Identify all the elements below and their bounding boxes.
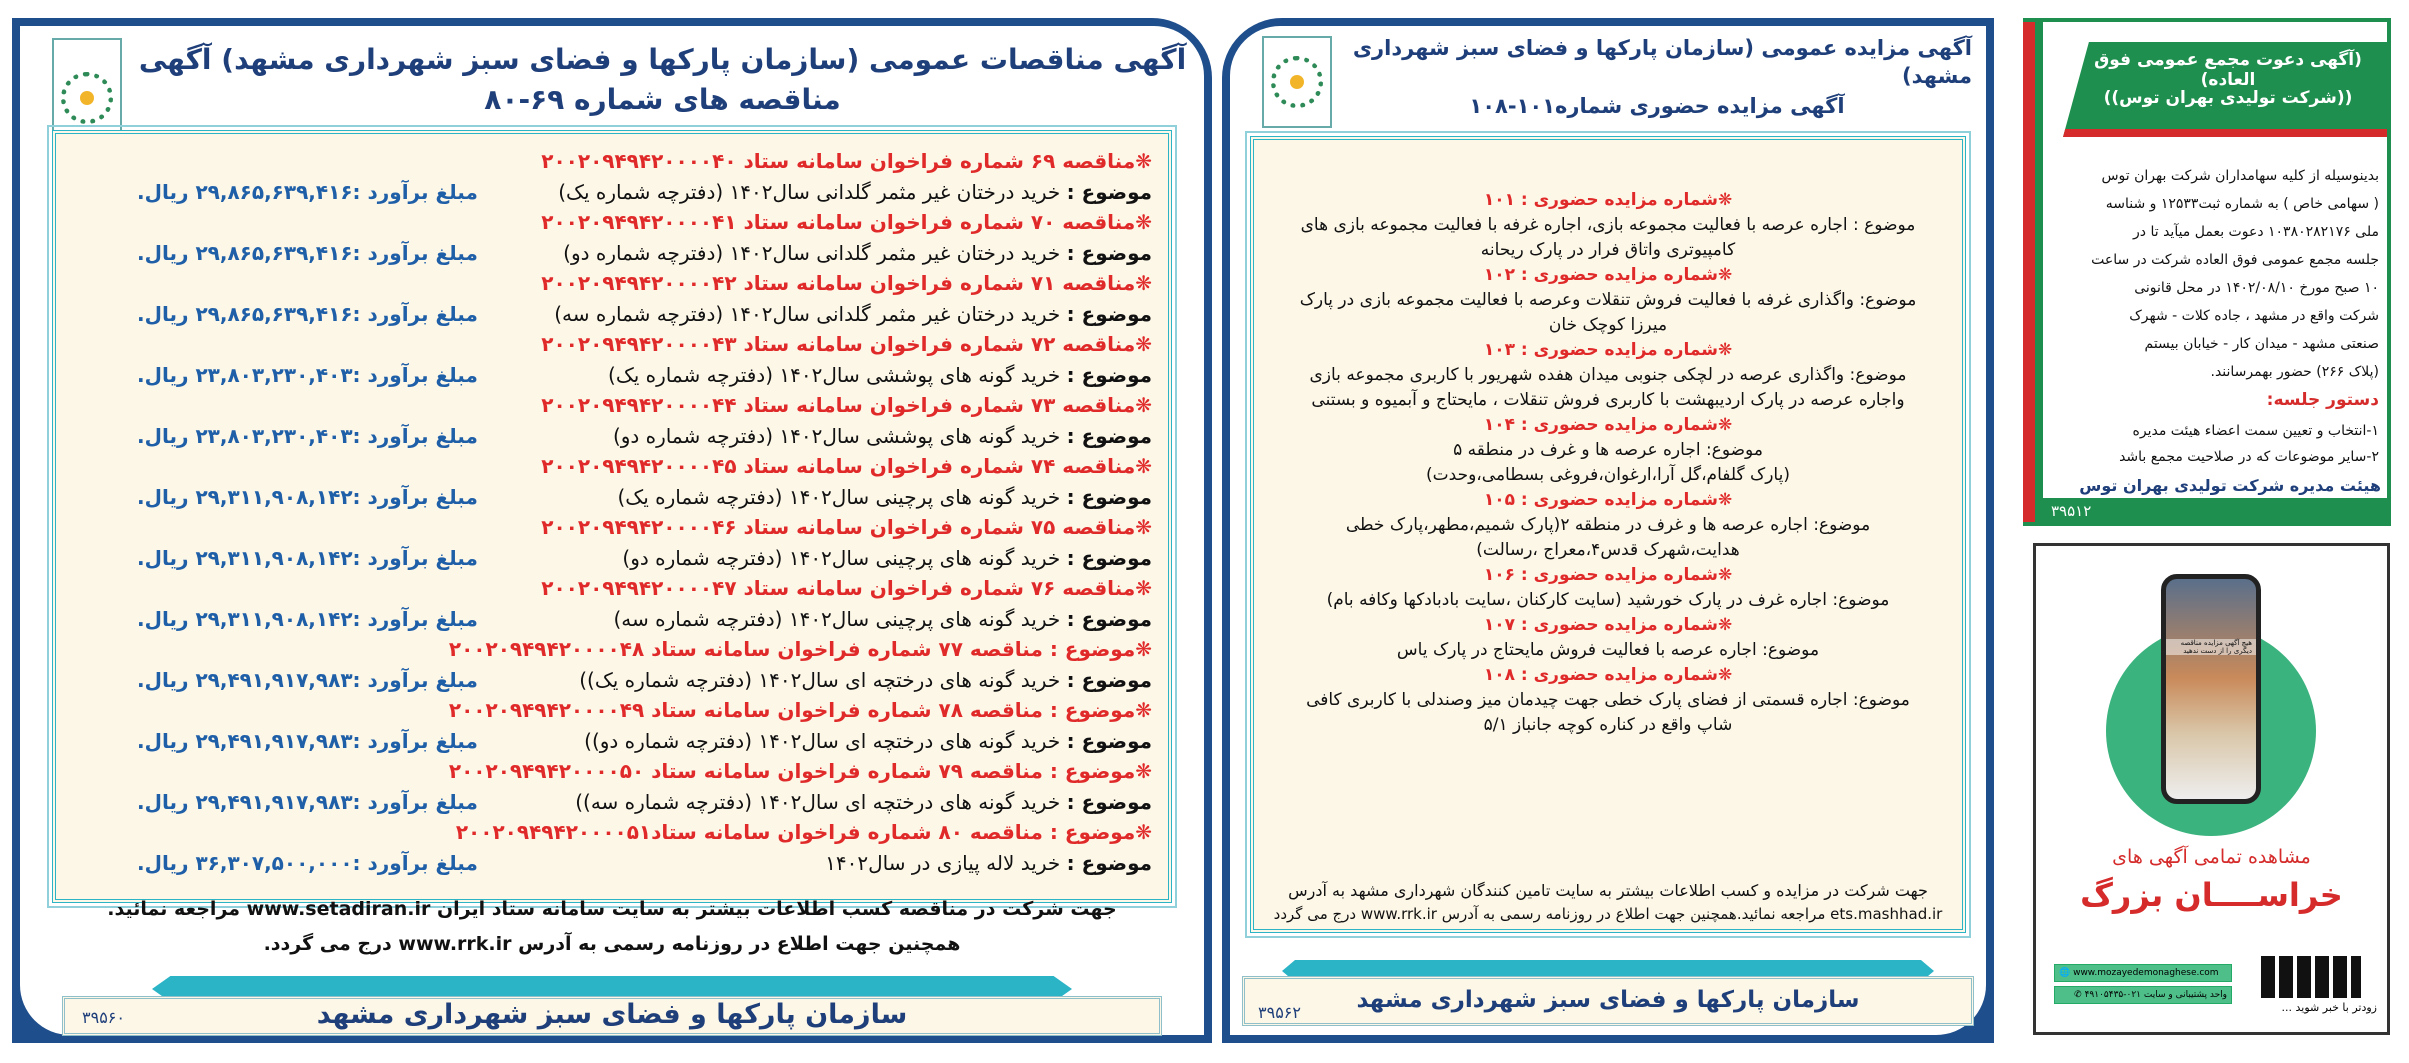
phone-label: واحد پشتیبانی و سایت [2143, 990, 2227, 1000]
auction-header: ❋شماره مزایده حضوری : ۱۰۳ [1483, 340, 1733, 360]
tender-subject-row [137, 299, 1152, 330]
tender-subject [575, 787, 1152, 818]
tender-subject-row [137, 604, 1152, 635]
assembly-body-line: شرکت واقع در مشهد ، جاده کلات - شهرک [2129, 308, 2379, 324]
tender-header: ❋مناقصه ۷۳ شماره فراخوان سامانه ستاد ۲۰۰۲۰۹۴۹۴۲۰۰۰۰۴۴ [541, 393, 1152, 417]
tender-subject-row [137, 726, 1152, 757]
tender-header: ❋موضوع : مناقصه ۷۹ شماره فراخوان سامانه ستاد ۲۰۰۲۰۹۴۹۴۲۰۰۰۰۵۰ [448, 759, 1152, 783]
tender-amount: مبلغ برآورد :۲۹,۸۶۵,۶۳۹,۴۱۶ ریال. [137, 240, 478, 265]
tender-subject-text: خرید گونه های پرچینی سال۱۴۰۲ (دفترچه شماره یک) [617, 484, 1061, 509]
tender-amount: مبلغ برآورد :۲۹,۸۶۵,۶۳۹,۴۱۶ ریال. [137, 179, 478, 204]
auction-line: واجاره عرصه در پارک اردیبهشت با کاربری فروش تنقلات ، مایحتاج و آبمیوه و بستنی [1311, 390, 1905, 410]
municipality-logo [1262, 36, 1332, 128]
assembly-body-line: ۱۰ صبح مورخ ۱۴۰۲/۰۸/۱۰ در محل قانونی [2134, 280, 2379, 296]
assembly-body-line: صنعتی مشهد - میدان کار - خیابان بیستم [2144, 336, 2379, 352]
auction-line: موضوع: اجاره غرف در پارک خورشید (سایت کارکنان ،سایت بادبادکها وکافه بام) [1326, 590, 1890, 610]
logo-flower-icon [1271, 56, 1323, 108]
auction-line: موضوع: اجاره عرصه ها و غرف در منطقه ۵ [1453, 440, 1763, 460]
tender-header: ❋مناقصه ۷۰ شماره فراخوان سامانه ستاد ۲۰۰۲۰۹۴۹۴۲۰۰۰۰۴۱ [541, 210, 1152, 234]
tender-header: ❋مناقصه ۷۶ شماره فراخوان سامانه ستاد ۲۰۰۲۰۹۴۹۴۲۰۰۰۰۴۷ [541, 576, 1152, 600]
website-bar[interactable] [2054, 964, 2232, 982]
auction-note-2: ets.mashhad.ir مراجعه نمائید.همچنین جهت اطلاع در روزنامه رسمی به آدرس www.rrk.ir درج می گردد [1273, 905, 1943, 923]
tender-subject-text: خرید گونه های درختچه ای سال۱۴۰۲ (دفترچه شماره دو)) [584, 728, 1061, 753]
tender-amount: مبلغ برآورد :۲۹,۴۹۱,۹۱۷,۹۸۳ ریال. [137, 667, 478, 692]
subject-label: موضوع : [1066, 240, 1152, 265]
tender-subject-text: خرید درختان غیر مثمر گلدانی سال۱۴۰۲ (دفترچه شماره سه) [554, 301, 1061, 326]
auction-ad-code: ۳۹۵۶۲ [1258, 1003, 1301, 1022]
globe-icon: 🌐 [2059, 968, 2074, 978]
tender-subject [613, 421, 1152, 452]
promo-line-1: مشاهده تمامی آگهی های [2112, 846, 2311, 868]
auction-header: ❋شماره مزایده حضوری : ۱۰۵ [1483, 490, 1733, 510]
auction-header: ❋شماره مزایده حضوری : ۱۰۶ [1483, 565, 1733, 585]
promo-ad[interactable] [2033, 543, 2390, 1035]
auction-subtitle: آگهی مزایده حضوری شماره۱۰۱-۱۰۸ [1469, 94, 1845, 118]
assembly-green-bar [2035, 22, 2043, 522]
subject-label: موضوع : [1066, 301, 1152, 326]
tender-subject [613, 604, 1152, 635]
agenda-item: ۱-انتخاب و تعیین سمت اعضاء هیئت مدیره [2132, 423, 2379, 439]
assembly-ad [2023, 18, 2391, 526]
promo-line-2: خراســــان بزرگ [2080, 876, 2343, 914]
auction-line: (پارک گلفام،گل آرا،ارغوان،فروغی بسطامی،وحدت) [1426, 465, 1790, 485]
assembly-body-line: ملی ۱۰۳۸۰۲۸۲۱۷۶ دعوت بعمل میآید تا در [2133, 224, 2379, 240]
auction-note-1: جهت شرکت در مزایده و کسب اطلاعات بیشتر به سایت تامین کنندگان شهرداری مشهد به آدرس [1288, 881, 1928, 900]
tender-subject [584, 726, 1152, 757]
tenders-note-2: همچنین جهت اطلاع در روزنامه رسمی به آدرس www.rrk.ir درج می گردد. [263, 933, 961, 955]
tender-subject [563, 238, 1152, 269]
tender-header: ❋موضوع : مناقصه ۷۷ شماره فراخوان سامانه ستاد ۲۰۰۲۰۹۴۹۴۲۰۰۰۰۴۸ [448, 637, 1152, 661]
tender-amount: مبلغ برآورد :۲۹,۳۱۱,۹۰۸,۱۴۲ ریال. [137, 606, 478, 631]
phone-number[interactable]: ۰۲۱-۴۹۱۰۵۴۳۵ [2084, 990, 2141, 1000]
phone-icon: ✆ [2074, 990, 2082, 1000]
assembly-body-line: ( سهامی خاص ) به شماره ثبت۱۲۵۳۳ و شناسه [2105, 196, 2379, 212]
tenders-ad-code: ۳۹۵۶۰ [82, 1008, 125, 1027]
assembly-agenda-label: دستور جلسه: [2266, 390, 2379, 410]
assembly-body-line: جلسه مجمع عمومی فوق العاده شرکت در ساعت [2091, 252, 2379, 268]
assembly-body-line: (پلاک ۲۶۶) حضور بهمرسانند. [2210, 364, 2379, 380]
assembly-body [2049, 162, 2379, 386]
auction-footer [1242, 976, 1974, 1026]
auction-line: موضوع: اجاره عرصه ها و غرف در منطقه ۲(پارک شمیم،مطهر،پارک خطی [1345, 515, 1871, 535]
auction-list [1262, 188, 1954, 738]
auction-footer-org: سازمان پارکها و فضای سبز شهرداری مشهد [1356, 987, 1860, 1013]
assembly-title-1: (آگهی دعوت مجمع عمومی فوق العاده) [2094, 50, 2362, 90]
tender-subject-text: خرید گونه های پرچینی سال۱۴۰۲ (دفترچه شماره دو) [622, 545, 1061, 570]
tender-subject-text: خرید درختان غیر مثمر گلدانی سال۱۴۰۲ (دفترچه شماره یک) [558, 179, 1061, 204]
subject-label: موضوع : [1066, 667, 1152, 692]
subject-label: موضوع : [1066, 789, 1152, 814]
auction-line: موضوع: اجاره عرصه با فعالیت فروش مایحتاج در پارک یاس [1396, 640, 1820, 660]
auction-header: ❋شماره مزایده حضوری : ۱۰۱ [1483, 190, 1733, 210]
assembly-body-line: بدینوسیله از کلیه سهامداران شرکت بهران توس [2101, 168, 2379, 184]
auction-line: موضوع: اجاره قسمتی از فضای پارک خطی جهت چیدمان میز وصندلی با کاربری کافی [1306, 690, 1910, 710]
phone-illustration [2161, 574, 2261, 804]
subject-label: موضوع : [1066, 179, 1152, 204]
phone-bar[interactable] [2054, 986, 2232, 1004]
auction-line: موضوع: واگذاری عرصه در لچکی جنوبی میدان هفده شهریور با کاربری مجموعه بازی [1309, 365, 1907, 385]
tender-amount: مبلغ برآورد :۲۹,۴۹۱,۹۱۷,۹۸۳ ریال. [137, 728, 478, 753]
subject-label: موضوع : [1066, 423, 1152, 448]
tender-header: ❋مناقصه ۷۵ شماره فراخوان سامانه ستاد ۲۰۰۲۰۹۴۹۴۲۰۰۰۰۴۶ [541, 515, 1152, 539]
tender-subject-row [137, 848, 1152, 879]
assembly-agenda [2049, 418, 2379, 470]
tender-subject [622, 543, 1152, 574]
tender-amount: مبلغ برآورد :۲۹,۴۹۱,۹۱۷,۹۸۳ ریال. [137, 789, 478, 814]
tender-subject-text: خرید لاله پیازی در سال۱۴۰۲ [825, 850, 1061, 875]
tender-amount: مبلغ برآورد :۲۳,۸۰۳,۲۳۰,۴۰۳ ریال. [137, 423, 478, 448]
tender-header: ❋مناقصه ۷۴ شماره فراخوان سامانه ستاد ۲۰۰۲۰۹۴۹۴۲۰۰۰۰۴۵ [541, 454, 1152, 478]
tender-subject-row [137, 177, 1152, 208]
tenders-title: آگهی مناقصات عمومی (سازمان پارکها و فضای سبز شهرداری مشهد) آگهی مناقصه های شماره ۶۹-۸۰ [138, 43, 1187, 116]
subject-label: موضوع : [1066, 606, 1152, 631]
tender-subject [558, 177, 1152, 208]
auction-line: کامپیوتری واتاق فرار در پارک ریحانه [1480, 240, 1736, 260]
auction-line: میرزا کوچک خان [1548, 315, 1668, 335]
tender-header: ❋مناقصه ۶۹ شماره فراخوان سامانه ستاد ۲۰۰۲۰۹۴۹۴۲۰۰۰۰۴۰ [541, 149, 1152, 173]
brand-tagline: زودتر با خبر شوید ... [2281, 1001, 2377, 1014]
tender-amount: مبلغ برآورد :۲۳,۸۰۳,۲۳۰,۴۰۳ ریال. [137, 362, 478, 387]
assembly-bottom-band [2043, 498, 2387, 522]
tender-subject-row [137, 787, 1152, 818]
subject-label: موضوع : [1066, 484, 1152, 509]
tender-amount: مبلغ برآورد :۲۹,۳۱۱,۹۰۸,۱۴۲ ریال. [137, 484, 478, 509]
tender-subject-text: خرید گونه های پرچینی سال۱۴۰۲ (دفترچه شماره سه) [613, 606, 1061, 631]
tender-header: ❋موضوع : مناقصه ۷۸ شماره فراخوان سامانه ستاد ۲۰۰۲۰۹۴۹۴۲۰۰۰۰۴۹ [448, 698, 1152, 722]
tender-subject-row [137, 360, 1152, 391]
tender-subject-row [137, 482, 1152, 513]
tender-subject-text: خرید گونه های درختچه ای سال۱۴۰۲ (دفترچه شماره یک)) [579, 667, 1061, 692]
tender-amount: مبلغ برآورد :۳۶,۳۰۷,۵۰۰,۰۰۰ ریال. [137, 850, 478, 875]
tender-amount: مبلغ برآورد :۲۹,۳۱۱,۹۰۸,۱۴۲ ریال. [137, 545, 478, 570]
tender-subject [825, 848, 1152, 879]
auction-header: ❋شماره مزایده حضوری : ۱۰۲ [1483, 265, 1733, 285]
auction-title: آگهی مزایده عمومی (سازمان پارکها و فضای سبز شهرداری مشهد) [1352, 36, 1972, 88]
auction-line: هدایت،شهرک قدس۴،معراج ،رسالت) [1476, 540, 1740, 560]
assembly-ad-code: ۳۹۵۱۲ [2051, 502, 2092, 520]
tender-subject [579, 665, 1152, 696]
tender-header: ❋مناقصه ۷۲ شماره فراخوان سامانه ستاد ۲۰۰۲۰۹۴۹۴۲۰۰۰۰۴۳ [541, 332, 1152, 356]
agenda-item: ۲-سایر موضوعات که در صلاحیت مجمع باشد [2119, 449, 2379, 465]
tender-subject-text: خرید گونه های پوششی سال۱۴۰۲ (دفترچه شماره دو) [612, 423, 1061, 448]
website-link[interactable]: www.mozayedemonaghese.com [2073, 968, 2219, 978]
brand-logo [2261, 956, 2361, 998]
tender-subject-row [137, 543, 1152, 574]
tender-subject-text: خرید درختان غیر مثمر گلدانی سال۱۴۰۲ (دفترچه شماره دو) [563, 240, 1061, 265]
tender-subject-text: خرید گونه های پوششی سال۱۴۰۲ (دفترچه شماره یک) [608, 362, 1061, 387]
auction-header: ❋شماره مزایده حضوری : ۱۰۴ [1483, 415, 1733, 435]
subject-label: موضوع : [1066, 728, 1152, 753]
tenders-footer-org: سازمان پارکها و فضای سبز شهرداری مشهد [316, 999, 908, 1030]
phone-screen-text: هیچ آگهی مزایده مناقصه دیگری را از دست ندهید [2166, 639, 2256, 655]
tender-subject [554, 299, 1152, 330]
auction-line: شاپ واقع در کناره کوچه جانباز ۵/۱ [1483, 715, 1733, 735]
tender-subject-row [137, 238, 1152, 269]
tender-subject-row [137, 665, 1152, 696]
tender-amount: مبلغ برآورد :۲۹,۸۶۵,۶۳۹,۴۱۶ ریال. [137, 301, 478, 326]
tender-subject-text: خرید گونه های درختچه ای سال۱۴۰۲ (دفترچه شماره سه)) [575, 789, 1061, 814]
auction-header: ❋شماره مزایده حضوری : ۱۰۸ [1483, 665, 1733, 685]
logo-flower-icon [61, 72, 113, 124]
tender-list [137, 146, 1152, 878]
tender-subject-row [137, 421, 1152, 452]
tenders-note-1: جهت شرکت در مناقصه کسب اطلاعات بیشتر به سایت سامانه ستاد ایران www.setadiran.ir مراجعه نمائید. [107, 898, 1117, 920]
assembly-red-bar [2023, 22, 2035, 522]
tender-header: ❋موضوع : مناقصه ۸۰ شماره فراخوان سامانه ستاد۲۰۰۲۰۹۴۹۴۲۰۰۰۰۵۱ [455, 820, 1152, 844]
auction-line: موضوع: واگذاری غرفه با فعالیت فروش تنقلات وعرصه با فعالیت مجموعه بازی در پارک [1299, 290, 1917, 310]
tender-subject [608, 360, 1152, 391]
tenders-ad [12, 18, 1212, 1043]
tender-header: ❋مناقصه ۷۱ شماره فراخوان سامانه ستاد ۲۰۰۲۰۹۴۹۴۲۰۰۰۰۴۲ [541, 271, 1152, 295]
auction-line: موضوع : اجاره عرصه با فعالیت مجموعه بازی، اجاره غرفه با فعالیت مجموعه بازی های [1300, 215, 1916, 235]
subject-label: موضوع : [1066, 362, 1152, 387]
auction-header: ❋شماره مزایده حضوری : ۱۰۷ [1483, 615, 1733, 635]
subject-label: موضوع : [1066, 850, 1152, 875]
subject-label: موضوع : [1066, 545, 1152, 570]
tender-subject [618, 482, 1153, 513]
tenders-footer [62, 996, 1162, 1036]
assembly-signature: هیئت مدیره شرکت تولیدی بهران توس [2079, 476, 2381, 495]
auction-ad [1222, 18, 1994, 1043]
assembly-title-2: ((شرکت تولیدی بهران توس)) [2103, 88, 2353, 108]
